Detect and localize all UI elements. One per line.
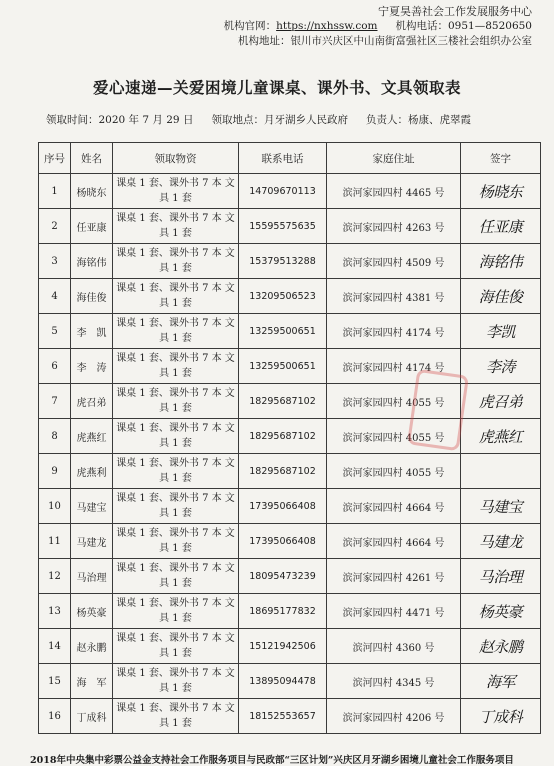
row-signature: 海铭伟 [461, 244, 541, 279]
row-number: 15 [39, 664, 71, 699]
pickup-time-label: 领取时间： [46, 114, 99, 126]
website-label: 机构官网： [223, 20, 277, 32]
row-address: 滨河家园四村 4381 号 [327, 279, 461, 314]
responsible-person-label: 负责人： [365, 114, 408, 126]
row-phone: 18152553657 [239, 699, 327, 734]
table-row [39, 629, 541, 664]
document-title: 爱心速递—关爱困境儿童课桌、课外书、文具领取表 [92, 79, 461, 97]
org-header [224, 4, 532, 49]
row-name: 虎燕红 [71, 419, 113, 454]
row-name: 海铭伟 [71, 244, 113, 279]
table-row [39, 244, 541, 279]
row-items: 课桌 1 套、课外书 7 本 文具 1 套 [113, 384, 239, 419]
header-items: 领取物资 [113, 143, 239, 174]
row-phone: 13259500651 [239, 314, 327, 349]
row-address: 滨河家园四村 4664 号 [327, 524, 461, 559]
row-name: 李 凯 [71, 314, 113, 349]
row-items: 课桌 1 套、课外书 7 本 文具 1 套 [113, 314, 239, 349]
row-address: 滨河家园四村 4263 号 [327, 209, 461, 244]
header-signature: 签字 [461, 143, 541, 174]
table-row [39, 454, 541, 489]
row-name: 杨晓东 [71, 174, 113, 209]
row-items: 课桌 1 套、课外书 7 本 文具 1 套 [113, 489, 239, 524]
row-items: 课桌 1 套、课外书 7 本 文具 1 套 [113, 699, 239, 734]
org-name: 宁夏昊善社会工作发展服务中心 [378, 5, 532, 18]
row-number: 16 [39, 699, 71, 734]
row-phone: 13259500651 [239, 349, 327, 384]
row-phone: 18295687102 [239, 454, 327, 489]
row-name: 海 军 [71, 664, 113, 699]
row-items: 课桌 1 套、课外书 7 本 文具 1 套 [113, 594, 239, 629]
stamp-mark [407, 369, 469, 451]
org-phone: 0951—8520650 [448, 20, 532, 32]
row-number: 5 [39, 314, 71, 349]
row-phone: 18095473239 [239, 559, 327, 594]
roster-body [39, 174, 541, 734]
row-phone: 15595575635 [239, 209, 327, 244]
row-number: 14 [39, 629, 71, 664]
row-phone: 14709670113 [239, 174, 327, 209]
responsible-person-value: 杨康、虎翠霞 [407, 114, 471, 126]
header-name: 姓名 [71, 143, 113, 174]
footer-note: 2018年中央集中彩票公益金支持社会工作服务项目与民政部“三区计划”兴庆区月牙湖乡困境儿童社会工作服务项目 [30, 755, 514, 766]
row-name: 马建宝 [71, 489, 113, 524]
row-number: 11 [39, 524, 71, 559]
row-signature: 李凯 [461, 314, 541, 349]
pickup-place-value: 月牙湖乡人民政府 [263, 114, 348, 126]
row-phone: 15121942506 [239, 629, 327, 664]
row-address: 滨河家园四村 4055 号 [327, 454, 461, 489]
row-address: 滨河家园四村 4471 号 [327, 594, 461, 629]
row-number: 4 [39, 279, 71, 314]
table-header-row [39, 143, 541, 174]
org-address: 银川市兴庆区中山南街富强社区三楼社会组织办公室 [290, 35, 532, 47]
row-items: 课桌 1 套、课外书 7 本 文具 1 套 [113, 559, 239, 594]
row-name: 李 涛 [71, 349, 113, 384]
table-row [39, 419, 541, 454]
row-name: 任亚康 [71, 209, 113, 244]
row-address: 滨河家园四村 4055 号 [327, 419, 461, 454]
table-row [39, 314, 541, 349]
org-address-line [224, 34, 532, 49]
row-signature: 任亚康 [461, 209, 541, 244]
row-address: 滨河家园四村 4055 号 [327, 384, 461, 419]
row-name: 杨英豪 [71, 594, 113, 629]
table-row [39, 664, 541, 699]
row-items: 课桌 1 套、课外书 7 本 文具 1 套 [113, 454, 239, 489]
row-signature: 马建龙 [461, 524, 541, 559]
row-items: 课桌 1 套、课外书 7 本 文具 1 套 [113, 279, 239, 314]
row-signature: 海军 [461, 664, 541, 699]
row-signature: 杨英豪 [461, 594, 541, 629]
header-address: 家庭住址 [327, 143, 461, 174]
row-signature: 丁成科 [461, 699, 541, 734]
address-label: 机构地址： [238, 35, 291, 47]
responsible-person [366, 112, 471, 127]
row-name: 虎燕利 [71, 454, 113, 489]
row-phone: 15379513288 [239, 244, 327, 279]
row-items: 课桌 1 套、课外书 7 本 文具 1 套 [113, 629, 239, 664]
row-signature: 海佳俊 [461, 279, 541, 314]
row-address: 滨河家园四村 4174 号 [327, 349, 461, 384]
org-contact-line [224, 19, 532, 34]
row-signature [461, 454, 541, 489]
pickup-place-label: 领取地点： [211, 114, 264, 126]
pickup-time [46, 112, 193, 127]
row-signature: 赵永鹏 [461, 629, 541, 664]
roster-table [38, 142, 541, 734]
meta-row [46, 112, 524, 127]
table-row [39, 699, 541, 734]
row-name: 赵永鹏 [71, 629, 113, 664]
row-number: 9 [39, 454, 71, 489]
row-items: 课桌 1 套、课外书 7 本 文具 1 套 [113, 664, 239, 699]
row-number: 8 [39, 419, 71, 454]
row-number: 2 [39, 209, 71, 244]
row-signature: 杨晓东 [461, 174, 541, 209]
row-items: 课桌 1 套、课外书 7 本 文具 1 套 [113, 524, 239, 559]
header-phone: 联系电话 [239, 143, 327, 174]
row-phone: 13209506523 [239, 279, 327, 314]
row-items: 课桌 1 套、课外书 7 本 文具 1 套 [113, 419, 239, 454]
row-signature: 马治理 [461, 559, 541, 594]
row-phone: 17395066408 [239, 524, 327, 559]
row-number: 6 [39, 349, 71, 384]
phone-label: 机构电话： [395, 20, 448, 32]
row-address: 滨河家园四村 4664 号 [327, 489, 461, 524]
row-address: 滨河家园四村 4509 号 [327, 244, 461, 279]
row-name: 虎召弟 [71, 384, 113, 419]
row-number: 13 [39, 594, 71, 629]
row-address: 滨河四村 4360 号 [327, 629, 461, 664]
row-address: 滨河家园四村 4261 号 [327, 559, 461, 594]
table-row [39, 524, 541, 559]
header-no: 序号 [39, 143, 71, 174]
row-signature: 虎召弟 [461, 384, 541, 419]
row-signature: 虎燕红 [461, 419, 541, 454]
row-phone: 18295687102 [239, 419, 327, 454]
table-row [39, 489, 541, 524]
row-address: 滨河家园四村 4465 号 [327, 174, 461, 209]
row-name: 马治理 [71, 559, 113, 594]
row-name: 马建龙 [71, 524, 113, 559]
table-row [39, 174, 541, 209]
row-items: 课桌 1 套、课外书 7 本 文具 1 套 [113, 244, 239, 279]
website-link[interactable]: https://nxhssw.com [276, 20, 378, 32]
row-phone: 18695177832 [239, 594, 327, 629]
row-items: 课桌 1 套、课外书 7 本 文具 1 套 [113, 349, 239, 384]
row-signature: 李涛 [461, 349, 541, 384]
table-row [39, 594, 541, 629]
row-phone: 18295687102 [239, 384, 327, 419]
row-phone: 17395066408 [239, 489, 327, 524]
table-row [39, 559, 541, 594]
row-address: 滨河家园四村 4174 号 [327, 314, 461, 349]
row-name: 海佳俊 [71, 279, 113, 314]
row-address: 滨河家园四村 4206 号 [327, 699, 461, 734]
row-items: 课桌 1 套、课外书 7 本 文具 1 套 [113, 174, 239, 209]
pickup-time-value: 2020 年 7 月 29 日 [98, 114, 194, 126]
pickup-place [211, 112, 348, 127]
row-address: 滨河四村 4345 号 [327, 664, 461, 699]
row-signature: 马建宝 [461, 489, 541, 524]
row-number: 1 [39, 174, 71, 209]
row-number: 10 [39, 489, 71, 524]
row-name: 丁成科 [71, 699, 113, 734]
row-number: 12 [39, 559, 71, 594]
row-items: 课桌 1 套、课外书 7 本 文具 1 套 [113, 209, 239, 244]
table-row [39, 209, 541, 244]
table-row [39, 279, 541, 314]
row-number: 3 [39, 244, 71, 279]
row-number: 7 [39, 384, 71, 419]
row-phone: 13895094478 [239, 664, 327, 699]
